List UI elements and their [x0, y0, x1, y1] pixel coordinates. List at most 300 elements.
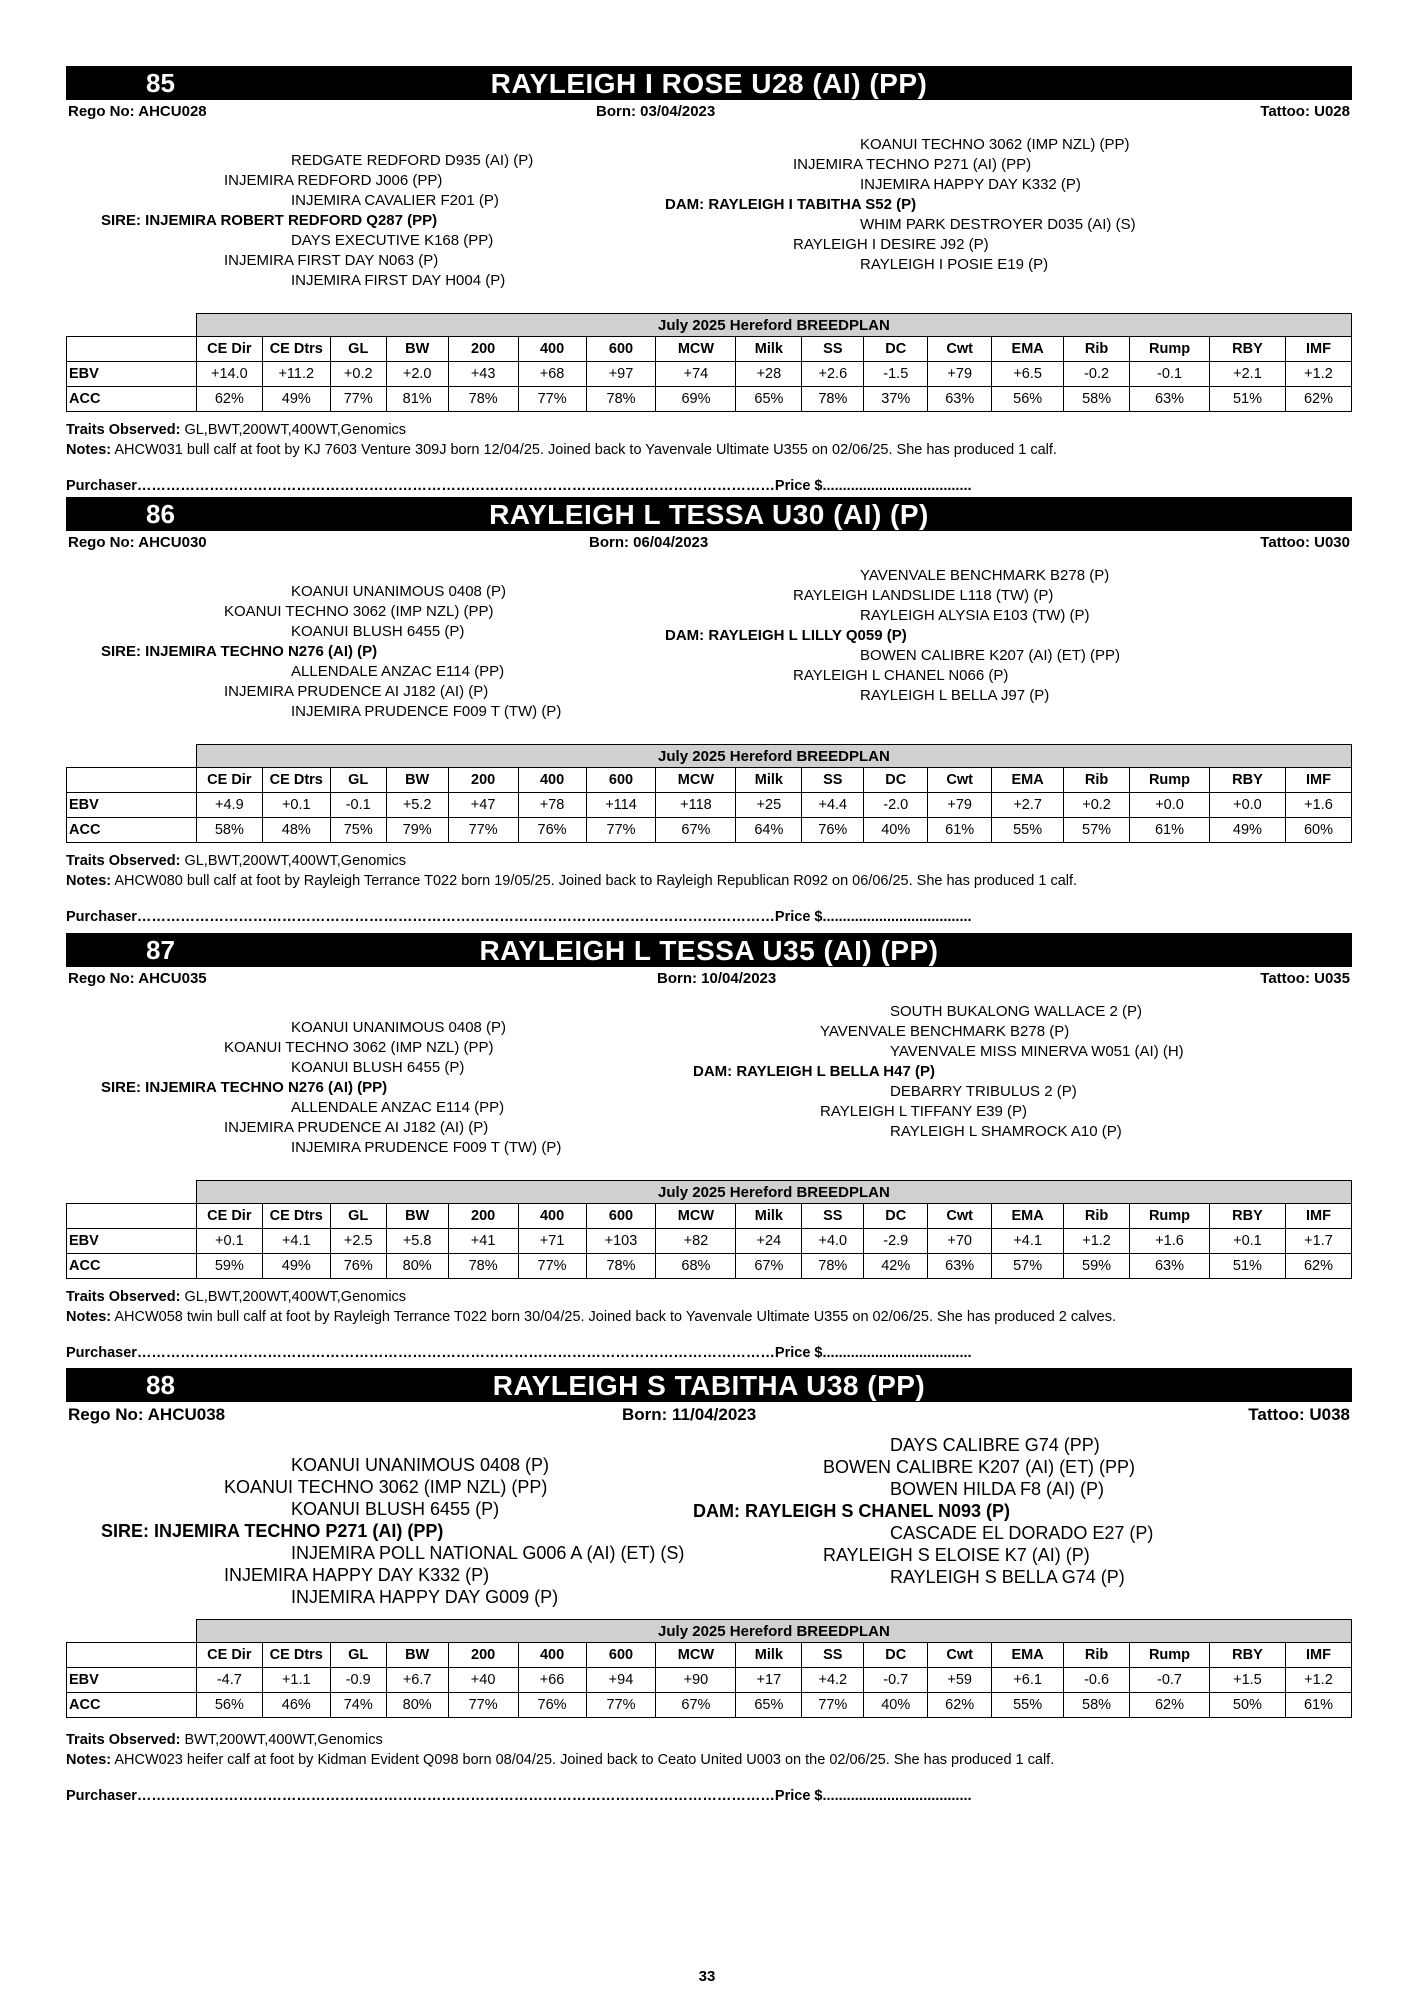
- notes-value: AHCW031 bull calf at foot by KJ 7603 Venture 309J born 12/04/25. Joined back to Yavenvale Ultimate U355 on 02/06/25. She has produced 1 calf.: [114, 442, 1057, 458]
- traits-label: Traits Observed:: [66, 853, 181, 869]
- sire-ancestor: REDGATE REDFORD D935 (AI) (P): [291, 152, 534, 169]
- ebv-value: +59: [928, 1668, 992, 1693]
- traits-observed: [66, 1289, 406, 1305]
- blank-cell: [67, 745, 197, 768]
- column-header: IMF: [1285, 768, 1351, 793]
- blank-cell: [67, 1620, 197, 1643]
- acc-value: 80%: [386, 1254, 448, 1279]
- tattoo: Tattoo: U028: [1260, 103, 1350, 120]
- dam-ancestor: RAYLEIGH L SHAMROCK A10 (P): [890, 1123, 1122, 1140]
- sire-name: SIRE: INJEMIRA TECHNO N276 (AI) (P): [101, 643, 378, 660]
- ebv-value: +1.6: [1285, 793, 1351, 818]
- acc-value: 81%: [386, 387, 448, 412]
- acc-value: 67%: [656, 818, 736, 843]
- ebv-value: +74: [656, 362, 736, 387]
- acc-value: 59%: [1064, 1254, 1130, 1279]
- acc-value: 63%: [928, 387, 992, 412]
- ebv-value: +1.7: [1285, 1229, 1351, 1254]
- column-header: GL: [330, 337, 386, 362]
- ebv-value: +79: [928, 362, 992, 387]
- ebv-row: [67, 362, 1352, 387]
- acc-value: 75%: [330, 818, 386, 843]
- table-title: July 2025 Hereford BREEDPLAN: [196, 1620, 1351, 1643]
- column-header: MCW: [656, 1643, 736, 1668]
- sire-ancestor: ALLENDALE ANZAC E114 (PP): [291, 1099, 505, 1116]
- acc-value: 51%: [1209, 1254, 1285, 1279]
- ebv-value: +0.1: [1209, 1229, 1285, 1254]
- dam-ancestor: RAYLEIGH S ELOISE K7 (AI) (P): [823, 1545, 1090, 1565]
- column-header: GL: [330, 768, 386, 793]
- row-label-ebv: EBV: [67, 1668, 197, 1693]
- row-label-acc: ACC: [67, 818, 197, 843]
- column-header: IMF: [1285, 1643, 1351, 1668]
- dam-ancestor: BOWEN CALIBRE K207 (AI) (ET) (PP): [823, 1457, 1136, 1477]
- column-header: Rump: [1130, 1204, 1210, 1229]
- acc-value: 63%: [1130, 1254, 1210, 1279]
- acc-value: 77%: [448, 1693, 518, 1718]
- ebv-value: -0.6: [1064, 1668, 1130, 1693]
- acc-value: 76%: [330, 1254, 386, 1279]
- sire-ancestor: KOANUI BLUSH 6455 (P): [291, 623, 465, 640]
- dam-ancestor: RAYLEIGH ALYSIA E103 (TW) (P): [860, 607, 1090, 624]
- ebv-value: +1.1: [262, 1668, 330, 1693]
- ebv-value: +0.1: [262, 793, 330, 818]
- acc-value: 58%: [1064, 1693, 1130, 1718]
- acc-value: 61%: [1130, 818, 1210, 843]
- ebv-value: -0.9: [330, 1668, 386, 1693]
- notes-value: AHCW080 bull calf at foot by Rayleigh Terrance T022 born 19/05/25. Joined back to Rayleigh Republican R092 on 06/06/25. She has produced 1 calf.: [114, 873, 1078, 889]
- blank-cell: [67, 337, 197, 362]
- dam-ancestor: INJEMIRA HAPPY DAY K332 (P): [860, 176, 1081, 193]
- ebv-value: +71: [518, 1229, 586, 1254]
- table-title: July 2025 Hereford BREEDPLAN: [196, 745, 1351, 768]
- notes-label: Notes:: [66, 442, 112, 458]
- ebv-value: +70: [928, 1229, 992, 1254]
- ebv-value: -0.2: [1064, 362, 1130, 387]
- column-header: IMF: [1285, 337, 1351, 362]
- column-header: 400: [518, 1204, 586, 1229]
- column-header: Milk: [736, 337, 802, 362]
- table-caption-row: [67, 745, 1352, 768]
- acc-value: 46%: [262, 1693, 330, 1718]
- column-header: 600: [586, 1643, 656, 1668]
- table-title: July 2025 Hereford BREEDPLAN: [196, 314, 1351, 337]
- column-header: Rump: [1130, 768, 1210, 793]
- ebv-value: +5.2: [386, 793, 448, 818]
- rego-number: Rego No: AHCU038: [68, 1405, 226, 1424]
- blank-cell: [67, 768, 197, 793]
- traits-observed: [66, 422, 406, 438]
- column-header: Rump: [1130, 1643, 1210, 1668]
- column-header: GL: [330, 1204, 386, 1229]
- column-header: Milk: [736, 1204, 802, 1229]
- acc-value: 78%: [586, 1254, 656, 1279]
- lot-number: 88: [146, 1370, 175, 1400]
- ebv-value: +103: [586, 1229, 656, 1254]
- acc-value: 77%: [448, 818, 518, 843]
- ebv-value: +78: [518, 793, 586, 818]
- ebv-value: -0.1: [1130, 362, 1210, 387]
- dam-ancestor: DEBARRY TRIBULUS 2 (P): [890, 1083, 1077, 1100]
- column-header: 400: [518, 337, 586, 362]
- column-header: Cwt: [928, 768, 992, 793]
- acc-value: 48%: [262, 818, 330, 843]
- acc-row: [67, 1693, 1352, 1718]
- lot-header: [66, 66, 1352, 100]
- table-caption-row: [67, 1181, 1352, 1204]
- lot-number: 86: [146, 499, 175, 529]
- column-header: EMA: [992, 337, 1064, 362]
- birth-date: Born: 03/04/2023: [596, 103, 716, 120]
- acc-value: 77%: [330, 387, 386, 412]
- acc-value: 78%: [586, 387, 656, 412]
- notes-label: Notes:: [66, 1752, 112, 1768]
- column-header: 600: [586, 1204, 656, 1229]
- ebv-value: +2.6: [802, 362, 864, 387]
- ebv-value: +43: [448, 362, 518, 387]
- column-header: DC: [864, 337, 928, 362]
- column-header: CE Dir: [196, 1643, 262, 1668]
- dam-ancestor: RAYLEIGH L CHANEL N066 (P): [793, 667, 1009, 684]
- acc-value: 62%: [928, 1693, 992, 1718]
- column-header: EMA: [992, 1643, 1064, 1668]
- notes-value: AHCW058 twin bull calf at foot by Rayleigh Terrance T022 born 30/04/25. Joined back to Yavenvale Ultimate U355 on 02/06/25. She has produced 2 calves.: [114, 1309, 1117, 1325]
- rego-number: Rego No: AHCU035: [68, 970, 207, 987]
- ebv-value: +4.1: [262, 1229, 330, 1254]
- blank-cell: [67, 1181, 197, 1204]
- lot-entry: [66, 66, 1352, 496]
- sire-ancestor: INJEMIRA PRUDENCE AI J182 (AI) (P): [224, 683, 489, 700]
- acc-value: 68%: [656, 1254, 736, 1279]
- sire-ancestor: INJEMIRA CAVALIER F201 (P): [291, 192, 499, 209]
- acc-value: 61%: [1285, 1693, 1351, 1718]
- acc-value: 77%: [518, 1254, 586, 1279]
- lot-entry: [66, 1368, 1352, 1804]
- column-header: 600: [586, 337, 656, 362]
- breedplan-table: [66, 1180, 1352, 1279]
- ebv-value: +2.0: [386, 362, 448, 387]
- blank-cell: [67, 1204, 197, 1229]
- row-label-acc: ACC: [67, 387, 197, 412]
- ebv-value: +5.8: [386, 1229, 448, 1254]
- column-header: RBY: [1209, 1643, 1285, 1668]
- acc-value: 76%: [518, 818, 586, 843]
- ebv-value: +2.5: [330, 1229, 386, 1254]
- column-header: Rib: [1064, 768, 1130, 793]
- column-header: CE Dir: [196, 337, 262, 362]
- ebv-value: -0.7: [1130, 1668, 1210, 1693]
- table-header-row: [67, 768, 1352, 793]
- ebv-value: -2.9: [864, 1229, 928, 1254]
- acc-value: 50%: [1209, 1693, 1285, 1718]
- ebv-value: +118: [656, 793, 736, 818]
- acc-value: 67%: [736, 1254, 802, 1279]
- ebv-value: -2.0: [864, 793, 928, 818]
- acc-value: 40%: [864, 818, 928, 843]
- blank-cell: [67, 314, 197, 337]
- ebv-value: +47: [448, 793, 518, 818]
- ebv-value: -4.7: [196, 1668, 262, 1693]
- ebv-value: +0.2: [330, 362, 386, 387]
- sire-ancestor: INJEMIRA REDFORD J006 (PP): [224, 172, 443, 189]
- column-header: MCW: [656, 337, 736, 362]
- column-header: 400: [518, 768, 586, 793]
- notes: [66, 1309, 1116, 1325]
- ebv-value: +1.2: [1285, 1668, 1351, 1693]
- animal-name: RAYLEIGH S TABITHA U38 (PP): [492, 1370, 926, 1401]
- blank-cell: [67, 1643, 197, 1668]
- column-header: DC: [864, 1643, 928, 1668]
- ebv-value: +0.0: [1209, 793, 1285, 818]
- sire-name: SIRE: INJEMIRA ROBERT REDFORD Q287 (PP): [101, 212, 438, 229]
- column-header: CE Dtrs: [262, 1643, 330, 1668]
- dam-ancestor: KOANUI TECHNO 3062 (IMP NZL) (PP): [860, 136, 1130, 153]
- purchaser-line: Purchaser……………………………………………………………………………………………………………………Price $.....................................: [66, 1345, 972, 1361]
- acc-value: 37%: [864, 387, 928, 412]
- column-header: 400: [518, 1643, 586, 1668]
- ebv-value: +4.9: [196, 793, 262, 818]
- dam-ancestor: YAVENVALE BENCHMARK B278 (P): [820, 1023, 1070, 1040]
- column-header: SS: [802, 337, 864, 362]
- acc-value: 64%: [736, 818, 802, 843]
- sire-ancestor: INJEMIRA HAPPY DAY G009 (P): [291, 1587, 559, 1607]
- acc-value: 56%: [196, 1693, 262, 1718]
- purchaser-line: Purchaser……………………………………………………………………………………………………………………Price $.....................................: [66, 1788, 972, 1804]
- table-header-row: [67, 337, 1352, 362]
- acc-value: 57%: [1064, 818, 1130, 843]
- traits-label: Traits Observed:: [66, 422, 181, 438]
- notes-label: Notes:: [66, 873, 112, 889]
- dam-ancestor: RAYLEIGH S BELLA G74 (P): [890, 1567, 1125, 1587]
- column-header: Cwt: [928, 337, 992, 362]
- acc-value: 67%: [656, 1693, 736, 1718]
- acc-value: 58%: [1064, 387, 1130, 412]
- acc-value: 79%: [386, 818, 448, 843]
- table-title: July 2025 Hereford BREEDPLAN: [196, 1181, 1351, 1204]
- ebv-row: [67, 793, 1352, 818]
- column-header: RBY: [1209, 768, 1285, 793]
- ebv-value: +6.1: [992, 1668, 1064, 1693]
- animal-meta: [66, 100, 1352, 122]
- sire-name: SIRE: INJEMIRA TECHNO P271 (AI) (PP): [101, 1521, 444, 1541]
- breedplan-table: [66, 313, 1352, 412]
- ebv-value: +97: [586, 362, 656, 387]
- ebv-value: +11.2: [262, 362, 330, 387]
- acc-value: 78%: [448, 387, 518, 412]
- ebv-value: +25: [736, 793, 802, 818]
- column-header: SS: [802, 768, 864, 793]
- acc-value: 60%: [1285, 818, 1351, 843]
- column-header: CE Dir: [196, 768, 262, 793]
- sire-ancestor: INJEMIRA FIRST DAY H004 (P): [291, 272, 506, 289]
- column-header: BW: [386, 1643, 448, 1668]
- ebv-value: +82: [656, 1229, 736, 1254]
- lot-number: 87: [146, 935, 175, 965]
- ebv-value: +0.2: [1064, 793, 1130, 818]
- dam-name: DAM: RAYLEIGH S CHANEL N093 (P): [693, 1501, 1011, 1521]
- acc-value: 49%: [262, 1254, 330, 1279]
- column-header: GL: [330, 1643, 386, 1668]
- acc-value: 78%: [802, 387, 864, 412]
- animal-name: RAYLEIGH L TESSA U30 (AI) (P): [489, 499, 929, 530]
- sire-ancestor: ALLENDALE ANZAC E114 (PP): [291, 663, 505, 680]
- column-header: BW: [386, 1204, 448, 1229]
- acc-value: 49%: [262, 387, 330, 412]
- column-header: Rib: [1064, 1204, 1130, 1229]
- sire-ancestor: KOANUI UNANIMOUS 0408 (P): [291, 1455, 550, 1475]
- row-label-ebv: EBV: [67, 793, 197, 818]
- lot-header: [66, 1368, 1352, 1402]
- sire-ancestor: KOANUI TECHNO 3062 (IMP NZL) (PP): [224, 1477, 548, 1497]
- acc-value: 77%: [802, 1693, 864, 1718]
- acc-value: 42%: [864, 1254, 928, 1279]
- acc-value: 63%: [1130, 387, 1210, 412]
- column-header: BW: [386, 337, 448, 362]
- animal-meta: [66, 1402, 1352, 1424]
- lot-entry: [66, 933, 1352, 1363]
- sire-ancestor: KOANUI BLUSH 6455 (P): [291, 1499, 500, 1519]
- traits-label: Traits Observed:: [66, 1289, 181, 1305]
- table-caption-row: [67, 314, 1352, 337]
- ebv-value: +2.7: [992, 793, 1064, 818]
- lot-number: 85: [146, 68, 175, 98]
- table-caption-row: [67, 1620, 1352, 1643]
- birth-date: Born: 11/04/2023: [622, 1405, 757, 1424]
- sire-ancestor: KOANUI UNANIMOUS 0408 (P): [291, 583, 507, 600]
- column-header: 200: [448, 1643, 518, 1668]
- ebv-value: +79: [928, 793, 992, 818]
- dam-ancestor: BOWEN HILDA F8 (AI) (P): [890, 1479, 1105, 1499]
- dam-ancestor: YAVENVALE BENCHMARK B278 (P): [860, 567, 1110, 584]
- ebv-value: +41: [448, 1229, 518, 1254]
- dam-ancestor: YAVENVALE MISS MINERVA W051 (AI) (H): [890, 1043, 1184, 1060]
- table-header-row: [67, 1643, 1352, 1668]
- ebv-value: +17: [736, 1668, 802, 1693]
- ebv-value: +1.6: [1130, 1229, 1210, 1254]
- row-label-ebv: EBV: [67, 1229, 197, 1254]
- dam-ancestor: RAYLEIGH I POSIE E19 (P): [860, 256, 1049, 273]
- column-header: MCW: [656, 768, 736, 793]
- dam-ancestor: RAYLEIGH I DESIRE J92 (P): [793, 236, 989, 253]
- ebv-value: -0.7: [864, 1668, 928, 1693]
- ebv-row: [67, 1668, 1352, 1693]
- dam-ancestor: WHIM PARK DESTROYER D035 (AI) (S): [860, 216, 1136, 233]
- ebv-value: +1.5: [1209, 1668, 1285, 1693]
- purchaser-line: Purchaser……………………………………………………………………………………………………………………Price $.....................................: [66, 478, 972, 494]
- ebv-value: +4.2: [802, 1668, 864, 1693]
- sire-ancestor: KOANUI TECHNO 3062 (IMP NZL) (PP): [224, 1039, 494, 1056]
- sire-ancestor: INJEMIRA POLL NATIONAL G006 A (AI) (ET) (S): [291, 1543, 685, 1563]
- page-number: 33: [698, 1968, 716, 1985]
- traits-label: Traits Observed:: [66, 1732, 181, 1748]
- animal-meta: [66, 967, 1352, 989]
- sire-ancestor: KOANUI BLUSH 6455 (P): [291, 1059, 465, 1076]
- sire-ancestor: INJEMIRA PRUDENCE F009 T (TW) (P): [291, 703, 562, 720]
- ebv-value: +40: [448, 1668, 518, 1693]
- tattoo: Tattoo: U030: [1260, 534, 1350, 551]
- acc-value: 62%: [1285, 1254, 1351, 1279]
- acc-value: 62%: [1285, 387, 1351, 412]
- column-header: Cwt: [928, 1643, 992, 1668]
- notes: [66, 1752, 1054, 1768]
- traits-observed: [66, 1732, 383, 1748]
- acc-value: 80%: [386, 1693, 448, 1718]
- acc-value: 65%: [736, 387, 802, 412]
- column-header: Cwt: [928, 1204, 992, 1229]
- ebv-value: +114: [586, 793, 656, 818]
- ebv-value: +4.0: [802, 1229, 864, 1254]
- acc-value: 59%: [196, 1254, 262, 1279]
- acc-value: 56%: [992, 387, 1064, 412]
- acc-value: 55%: [992, 1693, 1064, 1718]
- column-header: Rib: [1064, 1643, 1130, 1668]
- acc-value: 77%: [518, 387, 586, 412]
- sire-ancestor: INJEMIRA PRUDENCE F009 T (TW) (P): [291, 1139, 562, 1156]
- sire-ancestor: INJEMIRA FIRST DAY N063 (P): [224, 252, 439, 269]
- breedplan-table: [66, 1619, 1352, 1718]
- lot-entry: [66, 497, 1352, 927]
- acc-value: 61%: [928, 818, 992, 843]
- column-header: 200: [448, 337, 518, 362]
- acc-value: 69%: [656, 387, 736, 412]
- sire-ancestor: KOANUI TECHNO 3062 (IMP NZL) (PP): [224, 603, 494, 620]
- acc-row: [67, 818, 1352, 843]
- sire-ancestor: INJEMIRA HAPPY DAY K332 (P): [224, 1565, 490, 1585]
- animal-meta: [66, 531, 1352, 553]
- acc-value: 49%: [1209, 818, 1285, 843]
- ebv-value: -0.1: [330, 793, 386, 818]
- dam-ancestor: RAYLEIGH L TIFFANY E39 (P): [820, 1103, 1028, 1120]
- row-label-acc: ACC: [67, 1693, 197, 1718]
- column-header: 600: [586, 768, 656, 793]
- ebv-value: -1.5: [864, 362, 928, 387]
- ebv-value: +1.2: [1285, 362, 1351, 387]
- ebv-value: +4.4: [802, 793, 864, 818]
- column-header: Rib: [1064, 337, 1130, 362]
- sire-ancestor: DAYS EXECUTIVE K168 (PP): [291, 232, 494, 249]
- purchaser-line: Purchaser……………………………………………………………………………………………………………………Price $.....................................: [66, 909, 972, 925]
- notes: [66, 442, 1057, 458]
- acc-value: 58%: [196, 818, 262, 843]
- traits-value: GL,BWT,200WT,400WT,Genomics: [184, 1289, 407, 1305]
- ebv-value: +68: [518, 362, 586, 387]
- rego-number: Rego No: AHCU030: [68, 534, 207, 551]
- dam-ancestor: CASCADE EL DORADO E27 (P): [890, 1523, 1154, 1543]
- column-header: DC: [864, 768, 928, 793]
- ebv-value: +6.5: [992, 362, 1064, 387]
- ebv-value: +90: [656, 1668, 736, 1693]
- column-header: CE Dir: [196, 1204, 262, 1229]
- acc-value: 78%: [802, 1254, 864, 1279]
- column-header: IMF: [1285, 1204, 1351, 1229]
- lot-header: [66, 933, 1352, 967]
- acc-value: 65%: [736, 1693, 802, 1718]
- ebv-value: +0.1: [196, 1229, 262, 1254]
- sire-ancestor: KOANUI UNANIMOUS 0408 (P): [291, 1019, 507, 1036]
- birth-date: Born: 06/04/2023: [589, 534, 709, 551]
- acc-value: 76%: [802, 818, 864, 843]
- acc-value: 77%: [586, 818, 656, 843]
- traits-value: GL,BWT,200WT,400WT,Genomics: [184, 422, 407, 438]
- dam-ancestor: RAYLEIGH L BELLA J97 (P): [860, 687, 1050, 704]
- animal-name: RAYLEIGH I ROSE U28 (AI) (PP): [490, 68, 928, 99]
- dam-ancestor: SOUTH BUKALONG WALLACE 2 (P): [890, 1003, 1142, 1020]
- ebv-value: +0.0: [1130, 793, 1210, 818]
- row-label-ebv: EBV: [67, 362, 197, 387]
- ebv-value: +6.7: [386, 1668, 448, 1693]
- column-header: CE Dtrs: [262, 337, 330, 362]
- tattoo: Tattoo: U038: [1248, 1405, 1350, 1424]
